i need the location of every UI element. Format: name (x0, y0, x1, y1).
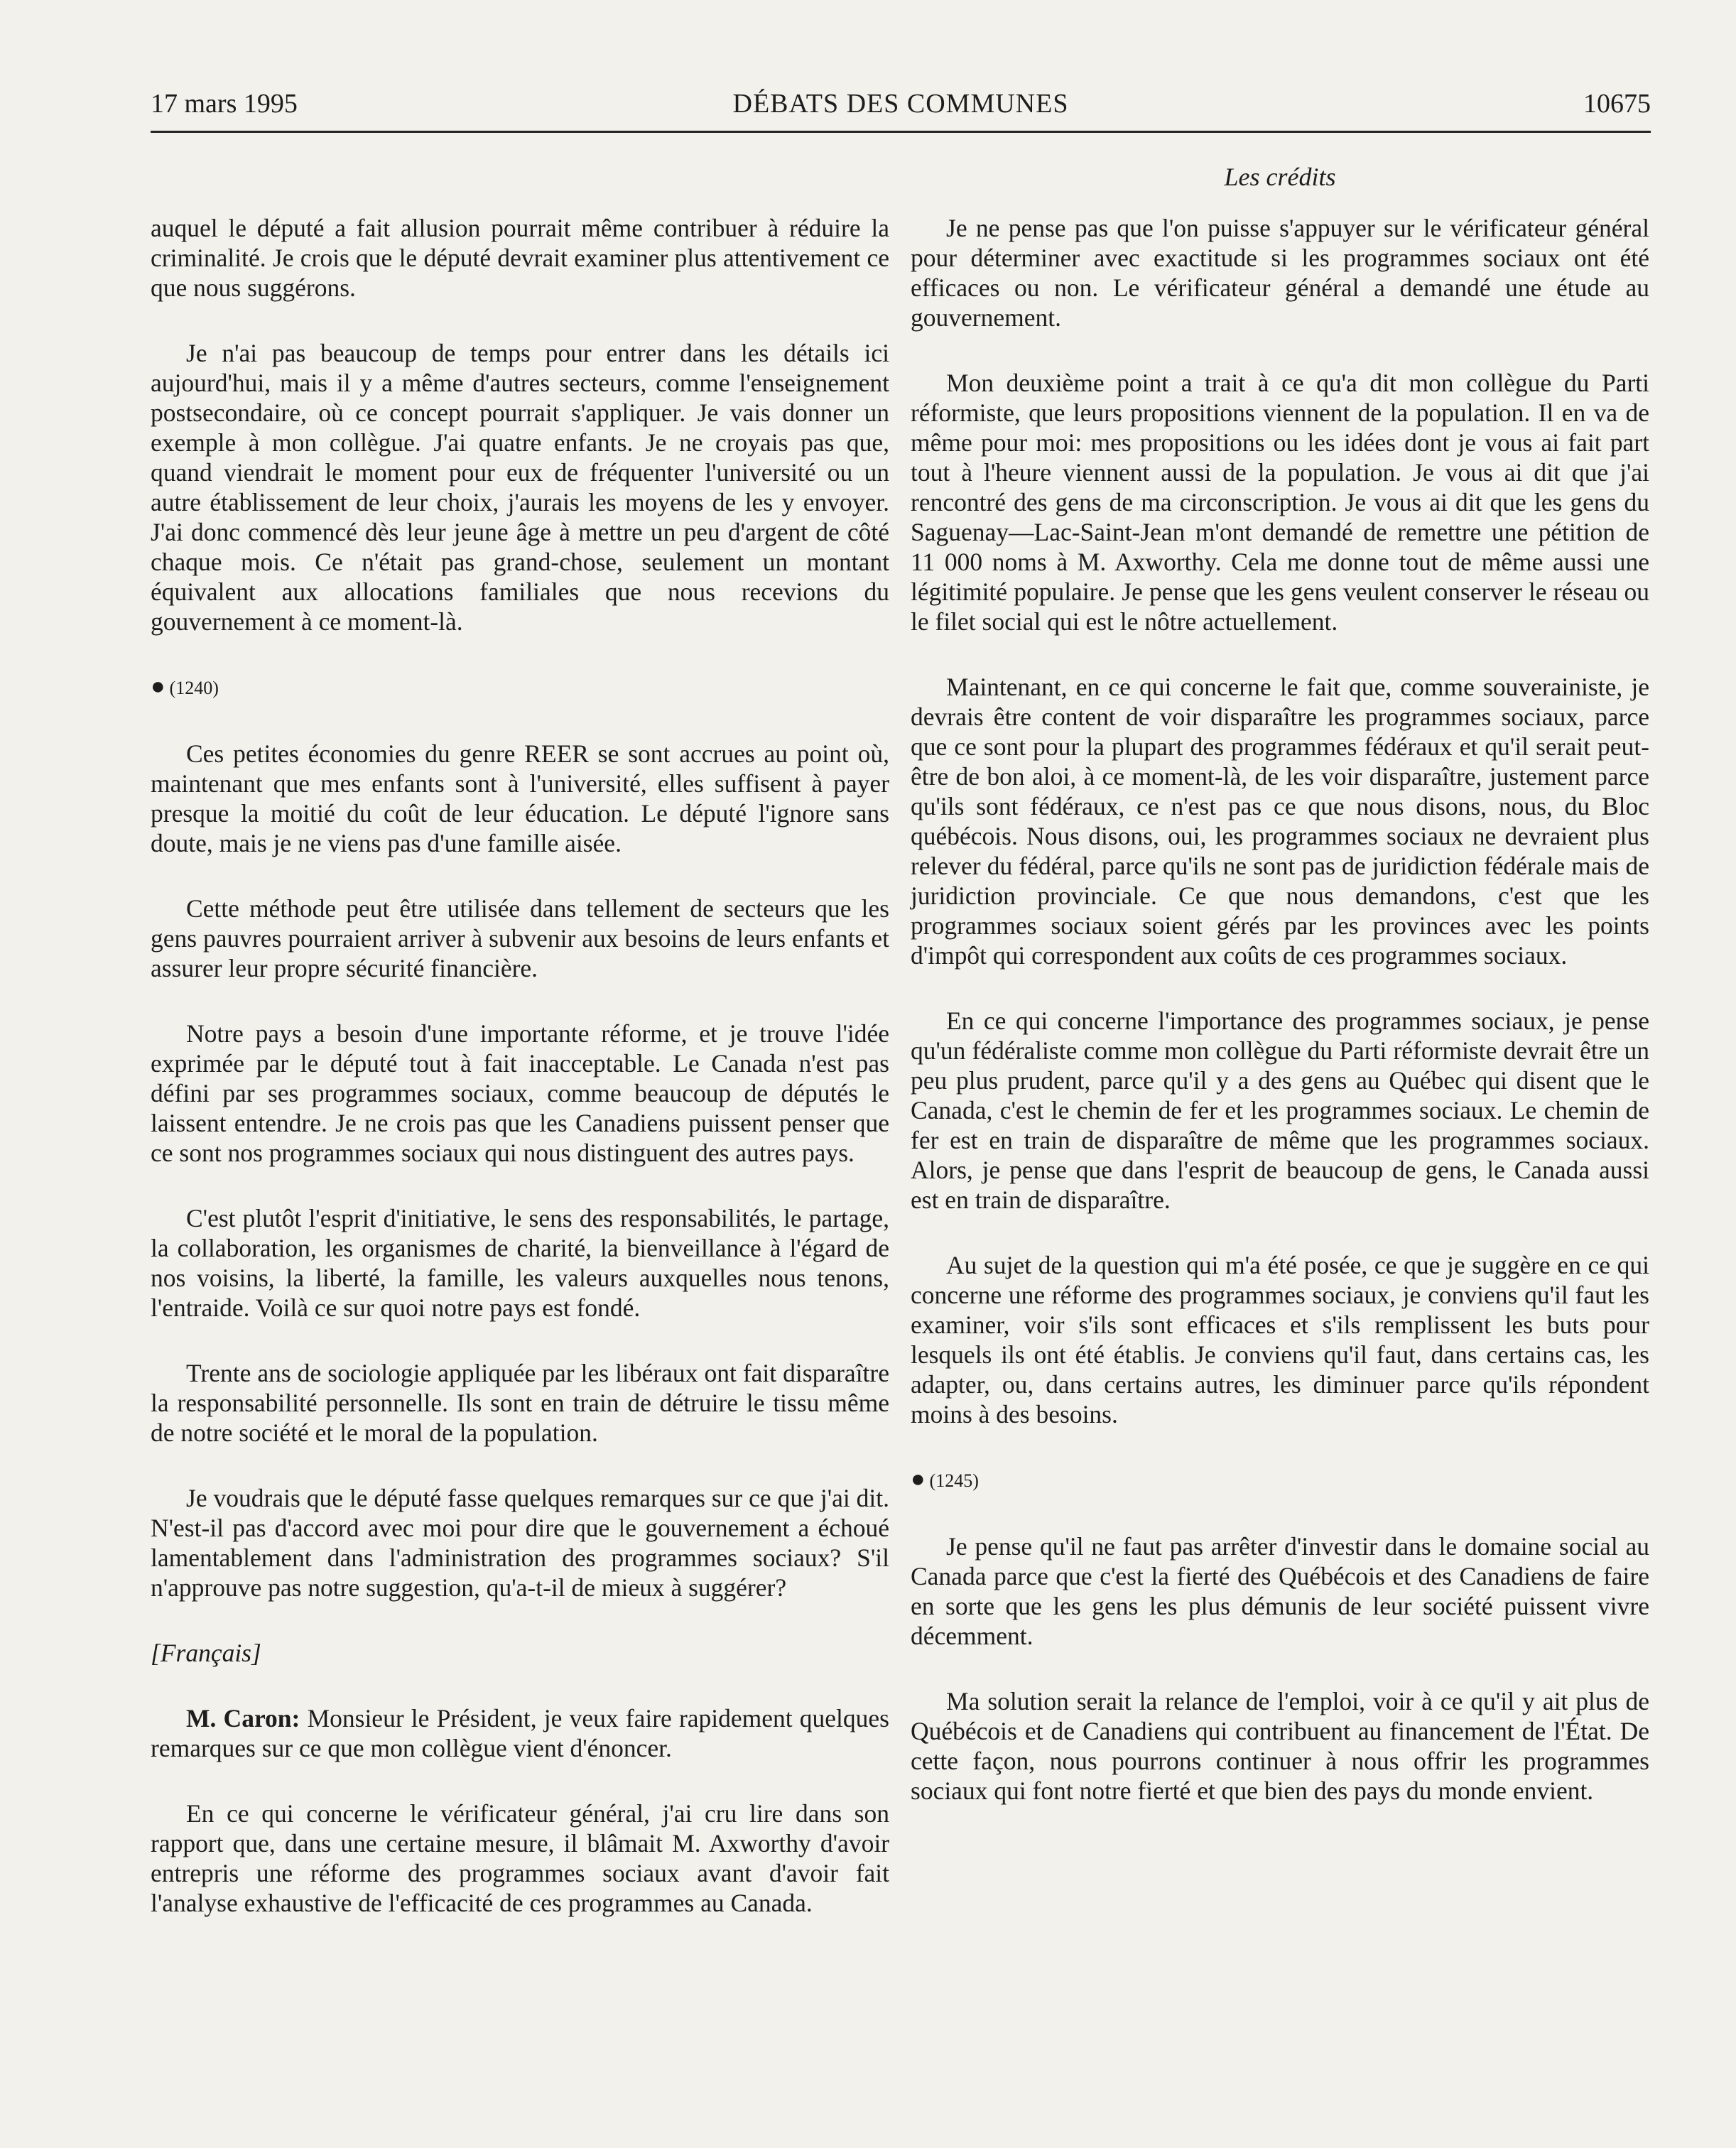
right-paragraph-6: Je pense qu'il ne faut pas arrêter d'investir dans le domaine social au Canada parce que c'est la fierté des Québécois et des Canadiens de faire en sorte que les gens les plus démunis de leur société puissent vivre décemment. (911, 1532, 1649, 1650)
left-paragraph-8: Je voudrais que le député fasse quelques remarques sur ce que j'ai dit. N'est-il pas d'accord avec moi pour dire que le gouvernement a échoué lamentablement dans l'administration des programmes sociaux? S'il n'approuve pas notre suggestion, qu'a-t-il de mieux à suggérer? (151, 1484, 889, 1602)
header-title: DÉBATS DES COMMUNES (732, 89, 1069, 119)
left-paragraph-4: Cette méthode peut être utilisée dans tellement de secteurs que les gens pauvres pourraient arriver à subvenir aux besoins de leurs enfants et assurer leur propre sécurité financière. (151, 894, 889, 982)
left-paragraph-2: Je n'ai pas beaucoup de temps pour entrer dans les détails ici aujourd'hui, mais il y a même d'autres secteurs, comme l'enseignement postsecondaire, où ce concept pourrait s'appliquer. Je vais donner un exemple à mon collègue. J'ai quatre enfants. Je ne croyais pas que, quand viendrait le moment pour eux de fréquenter l'université ou un autre établissement de leur choix, j'aurais les moyens de les y envoyer. J'ai donc commencé dès leur jeune âge à mettre un peu d'argent de côté chaque mois. Ce n'était pas grand-chose, seulement un montant équivalent aux allocations familiales que nous recevions du gouvernement à ce moment-là. (151, 339, 889, 636)
right-paragraph-5: Au sujet de la question qui m'a été posée, ce que je suggère en ce qui concerne une réforme des programmes sociaux, je conviens qu'il faut les examiner, voir s'ils sont efficaces et s'ils remplissent les buts pour lesquels ils ont été établis. Je conviens qu'il faut, dans certains cas, les adapter, ou, dans certains autres, les diminuer parce qu'ils répondent moins à des besoins. (911, 1251, 1649, 1428)
left-column (151, 213, 889, 1953)
page-header (151, 84, 1651, 134)
right-paragraph-1: Je ne pense pas que l'on puisse s'appuyer sur le vérificateur général pour déterminer avec exactitude si les programmes sociaux ont été efficaces ou non. Le vérificateur général a demandé une étude au gouvernement. (911, 214, 1649, 332)
speaker-name: M. Caron: (186, 1704, 300, 1732)
left-paragraph-6: C'est plutôt l'esprit d'initiative, le sens des responsabilités, le partage, la collaboration, les organismes de charité, la bienveillance à l'égard de nos voisins, la liberté, la famille, les valeurs auxquelles nous tenons, l'entraide. Voilà ce sur quoi notre pays est fondé. (151, 1204, 889, 1322)
right-paragraph-3: Maintenant, en ce qui concerne le fait que, comme souverainiste, je devrais être content de voir disparaître les programmes sociaux, parce que ce sont pour la plupart des programmes fédéraux et qu'il serait peut-être de bon aloi, à ce moment-là, de les voir disparaître, justement parce qu'ils sont fédéraux, ce n'est pas ce que nous disons, nous, du Bloc québécois. Nous disons, oui, les programmes sociaux ne devraient plus relever du fédéral, parce qu'ils ne sont pas de juridiction fédérale mais de juridiction provinciale. Ce que nous demandons, c'est que les programmes sociaux soient gérés par les provinces avec les points d'impôt qui correspondent aux coûts de ces programmes sociaux. (911, 673, 1649, 970)
left-paragraph-speaker (151, 1703, 889, 1763)
time-marker-label: (1240) (169, 678, 219, 698)
left-paragraph-3: Ces petites économies du genre REER se sont accrues au point où, maintenant que mes enfants sont à l'université, elles suffisent à payer presque la moitié du coût de leur éducation. Le député l'ignore sans doute, mais je ne viens pas d'une famille aisée. (151, 739, 889, 857)
header-date: 17 mars 1995 (151, 89, 298, 119)
left-paragraph-10: En ce qui concerne le vérificateur général, j'ai cru lire dans son rapport que, dans une certaine mesure, il blâmait M. Axworthy d'avoir entrepris une réforme des programmes sociaux avant d'avoir fait l'analyse exhaustive de l'efficacité de ces programmes au Canada. (151, 1799, 889, 1917)
header-page-number: 10675 (1583, 89, 1651, 119)
speaker-text: Monsieur le Président, je veux faire rapidement quelques remarques sur ce que mon collègue vient d'énoncer. (151, 1704, 889, 1762)
left-paragraph-5: Notre pays a besoin d'une importante réforme, et je trouve l'idée exprimée par le député tout à fait inacceptable. Le Canada n'est pas défini par ses programmes sociaux, comme beaucoup de députés le laissent entendre. Je ne crois pas que les Canadiens puissent penser que ce sont nos programmes sociaux qui nous distinguent des autres pays. (151, 1019, 889, 1167)
right-paragraph-7: Ma solution serait la relance de l'emploi, voir à ce qu'il y ait plus de Québécois et de Canadiens qui contribuent au financement de l'État. De cette façon, nous pourrons continuer à nous offrir les programmes sociaux qui font notre fierté et que bien des pays du monde envient. (911, 1687, 1649, 1805)
left-paragraph-1: auquel le député a fait allusion pourrait même contribuer à réduire la criminalité. Je crois que le député devrait examiner plus attentivement ce que nous suggérons. (151, 214, 889, 302)
time-marker-1245 (911, 1465, 1649, 1496)
right-paragraph-2: Mon deuxième point a trait à ce qu'a dit mon collègue du Parti réformiste, que leurs propositions viennent de la population. Il en va de même pour moi: mes propositions ou les idées dont je vous ai fait part tout à l'heure viennent aussi de la population. Je vous ai dit que j'ai rencontré des gens de ma circonscription. Je vous ai dit que les gens du Saguenay—Lac-Saint-Jean m'ont demandé de remettre une pétition de 11 000 noms à M. Axworthy. Cela me donne tout de même aussi une légitimité populaire. Je pense que les gens veulent conserver le réseau ou le filet social qui est le nôtre actuellement. (911, 369, 1649, 636)
time-marker-1240 (151, 672, 889, 703)
right-paragraph-4: En ce qui concerne l'importance des programmes sociaux, je pense qu'un fédéraliste comme mon collègue du Parti réformiste devrait être un peu plus prudent, parce qu'il y a des gens au Québec qui disent que le Canada, c'est le chemin de fer et les programmes sociaux. Le chemin de fer est en train de disparaître de même que les programmes sociaux. Alors, je pense que dans l'esprit de beaucoup de gens, le Canada aussi est en train de disparaître. (911, 1007, 1649, 1214)
language-tag: [Français] (151, 1639, 261, 1667)
time-marker-label: (1245) (929, 1470, 979, 1491)
running-title: Les crédits (1224, 163, 1336, 191)
right-column (911, 213, 1649, 1841)
bullet-icon: ● (911, 1466, 926, 1492)
left-paragraph-7: Trente ans de sociologie appliquée par les libéraux ont fait disparaître la responsabilité personnelle. Ils sont en train de détruire le tissu même de notre société et le moral de la population. (151, 1359, 889, 1447)
header-rule (151, 131, 1651, 133)
bullet-icon: ● (151, 673, 166, 700)
